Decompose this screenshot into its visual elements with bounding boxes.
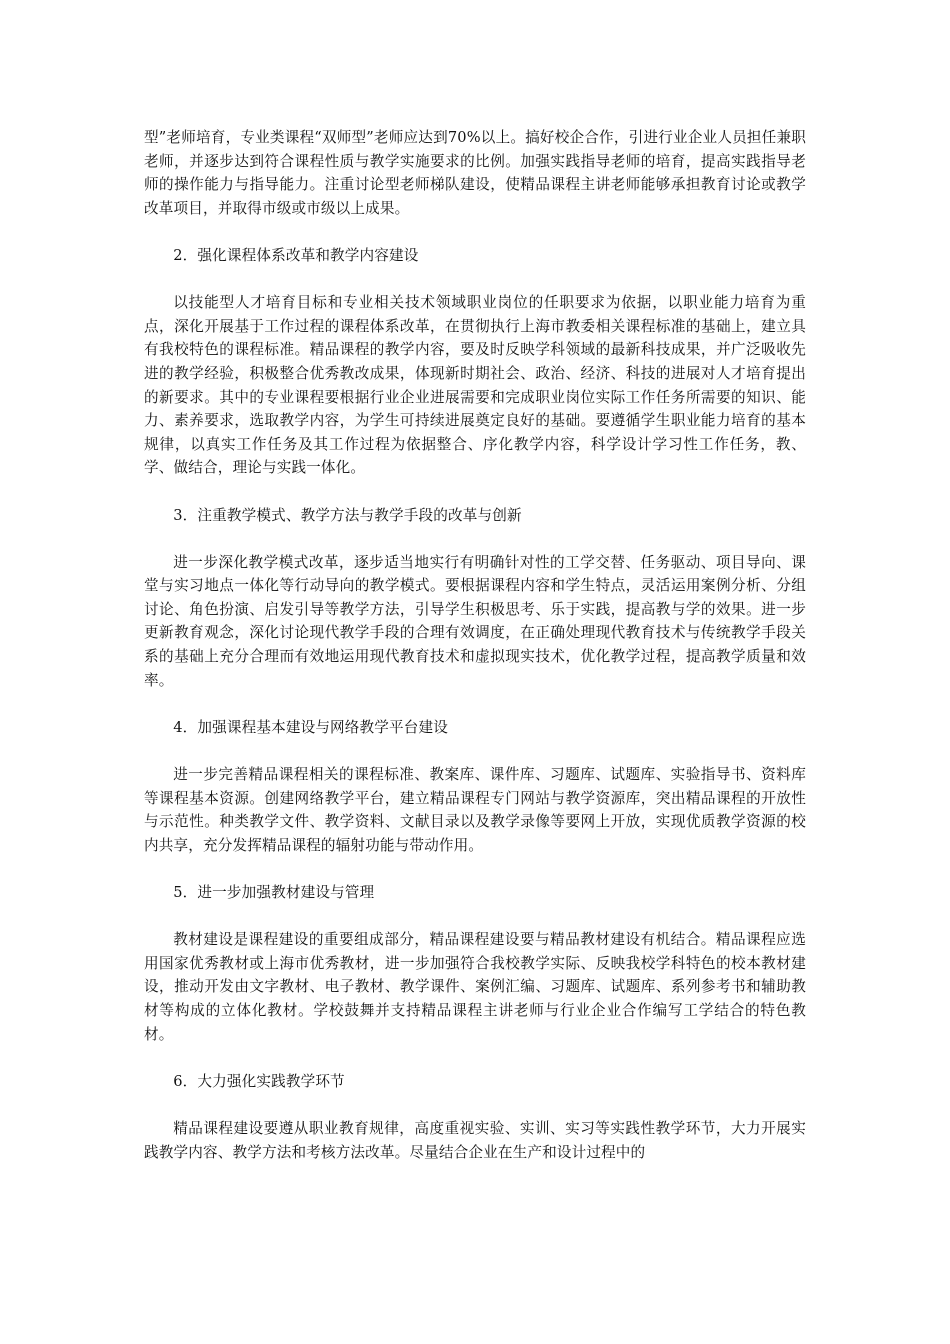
document-body	[144, 126, 806, 1164]
section-heading-2: 2．强化课程体系改革和教学内容建设	[173, 246, 419, 264]
section-heading-6: 6．大力强化实践教学环节	[173, 1072, 345, 1090]
section-heading-4: 4．加强课程基本建设与网络教学平台建设	[173, 718, 449, 736]
paragraph-gap	[144, 905, 806, 929]
paragraph-gap	[144, 1046, 806, 1070]
section-heading-5: 5．进一步加强教材建设与管理	[173, 884, 375, 901]
paragraph-continued: 型”老师培育，专业类课程“双师型”老师应达到70%以上。搞好校企合作，引进行业企业人员担任兼职老师，并逐步达到符合课程性质与教学实施要求的比例。加强实践指导老师的培育，提高实践指导老师的操作能力与指导能力。注重讨论型老师梯队建设，使精品课程主讲老师能够承担教育讨论或教学改革项目，并取得市级或市级以上成果。	[144, 129, 806, 217]
paragraph-gap	[144, 527, 806, 551]
paragraph-teaching-mode: 进一步深化教学模式改革，逐步适当地实行有明确针对性的工学交替、任务驱动、项目导向、课堂与实习地点一体化等行动导向的教学模式。要根据课程内容和学生特点，灵活运用案例分析、分组讨论、角色扮演、启发引导等教学方法，引导学生积极思考、乐于实践，提高教与学的效果。进一步更新教育观念，深化讨论现代教学手段的合理有效调度，在正确处理现代教育技术与传统教学手段关系的基础上充分合理而有效地运用现代教育技术和虚拟现实技术，优化教学过程，提高教学质量和效率。	[144, 553, 806, 689]
paragraph-gap	[144, 739, 806, 763]
paragraph-gap	[144, 1093, 806, 1117]
paragraph-gap	[144, 268, 806, 292]
paragraph-gap	[144, 857, 806, 881]
paragraph-gap	[144, 220, 806, 244]
paragraph-gap	[144, 480, 806, 504]
paragraph-textbook-construction: 教材建设是课程建设的重要组成部分，精品课程建设要与精品教材建设有机结合。精品课程应选用国家优秀教材或上海市优秀教材，进一步加强符合我校教学实际、反映我校学科特色的校本教材建设，推动开发由文字教材、电子教材、教学课件、案例汇编、习题库、试题库、系列参考书和辅助教材等构成的立体化教材。学校鼓舞并支持精品课程主讲老师与行业企业合作编写工学结合的特色教材。	[144, 931, 806, 1043]
paragraph-curriculum-reform: 以技能型人才培育目标和专业相关技术领域职业岗位的任职要求为依据，以职业能力培育为重点，深化开展基于工作过程的课程体系改革，在贯彻执行上海市教委相关课程标准的基础上，建立具有我校特色的课程标准。精品课程的教学内容，要及时反映学科领域的最新科技成果，并广泛吸收先进的教学经验，积极整合优秀教改成果，体现新时期社会、政治、经济、科技的进展对人才培育提出的新要求。其中的专业课程要根据行业企业进展需要和完成职业岗位实际工作任务所需要的知识、能力、素养要求，选取教学内容，为学生可持续进展奠定良好的基础。要遵循学生职业能力培育的基本规律，以真实工作任务及其工作过程为依据整合、序化教学内容，科学设计学习性工作任务，教、学、做结合，理论与实践一体化。	[144, 294, 806, 477]
paragraph-gap	[144, 692, 806, 716]
paragraph-practice-teaching: 精品课程建设要遵从职业教育规律，高度重视实验、实训、实习等实践性教学环节，大力开展实践教学内容、教学方法和考核方法改革。尽量结合企业在生产和设计过程中的	[144, 1119, 806, 1161]
paragraph-network-platform: 进一步完善精品课程相关的课程标准、教案库、课件库、习题库、试题库、实验指导书、资料库等课程基本资源。创建网络教学平台，建立精品课程专门网站与教学资源库，突出精品课程的开放性与示范性。种类教学文件、教学资料、文献目录以及教学录像等要网上开放，实现优质教学资源的校内共享，充分发挥精品课程的辐射功能与带动作用。	[144, 766, 806, 854]
section-heading-3: 3．注重教学模式、教学方法与教学手段的改革与创新	[173, 506, 522, 524]
